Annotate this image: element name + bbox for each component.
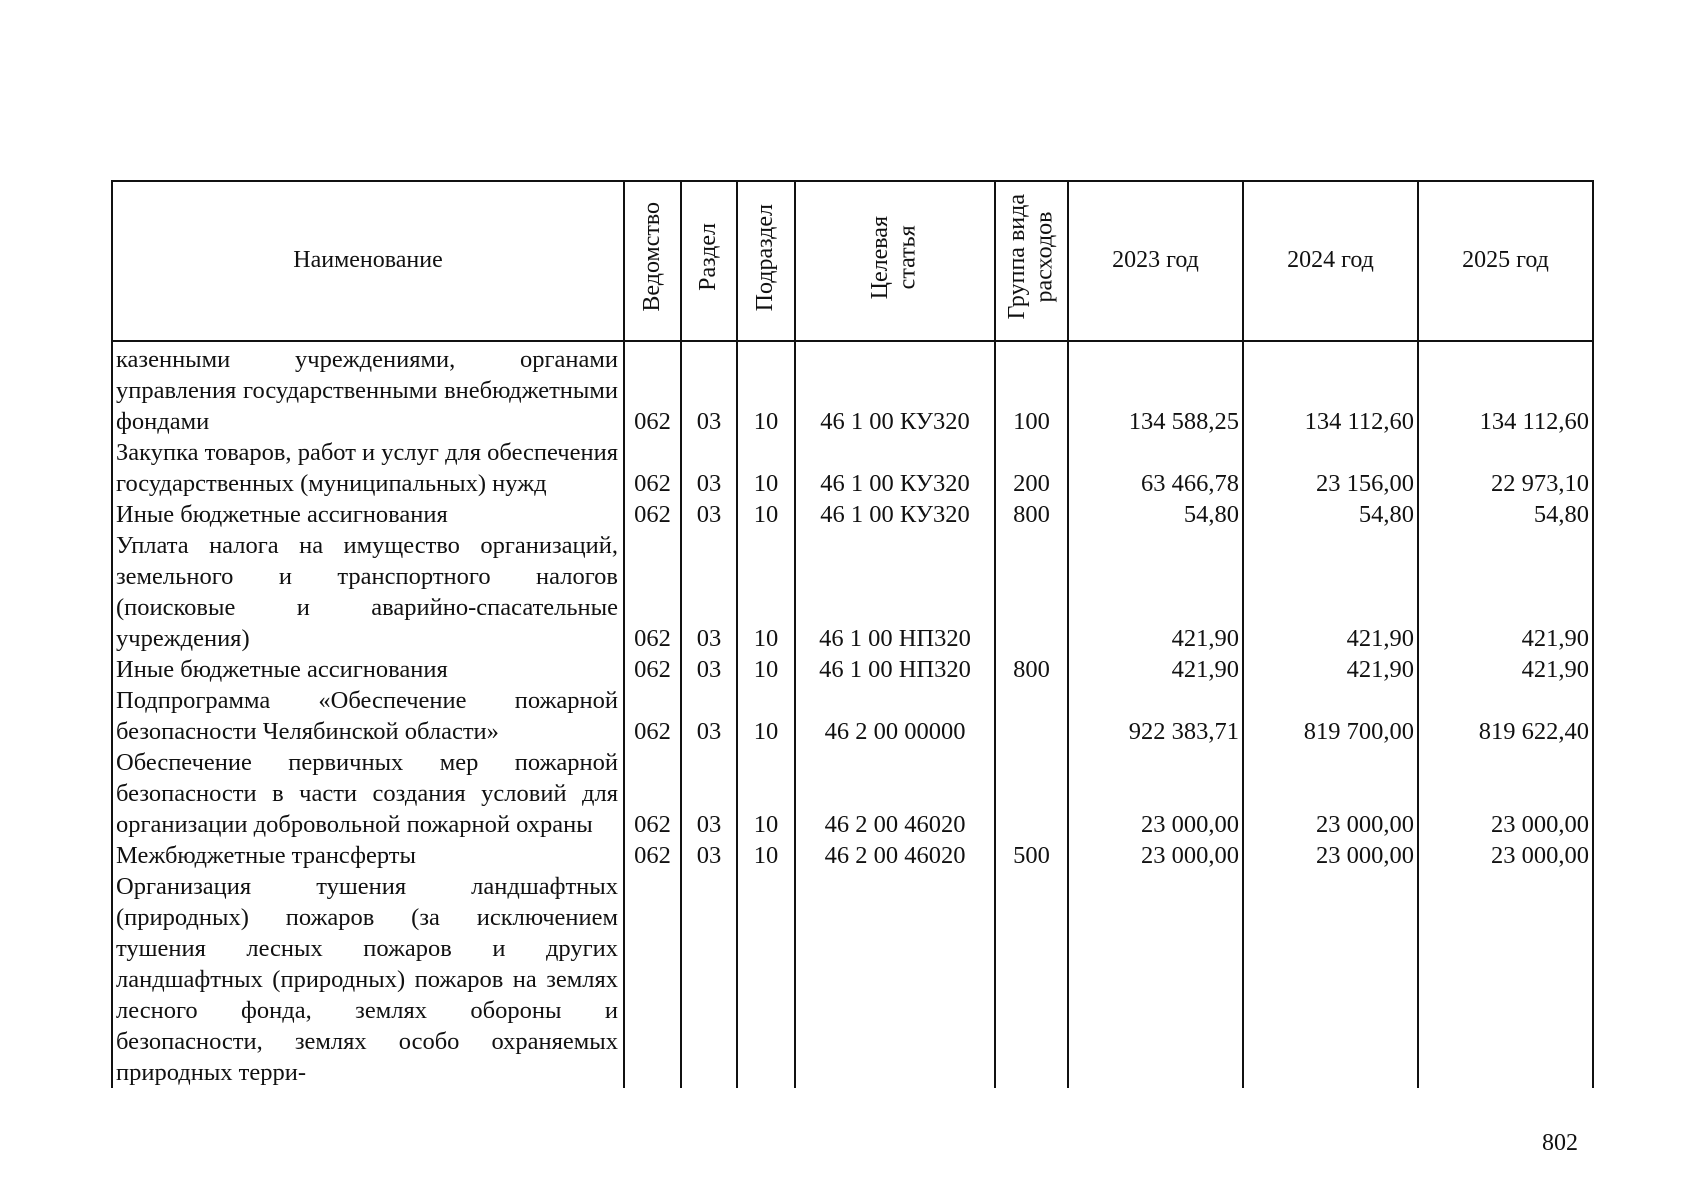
row-celevaya-statya: 46 2 00 46020 — [795, 747, 995, 840]
row-podrazdel — [737, 871, 795, 1088]
row-2025: 421,90 — [1418, 654, 1593, 685]
table-row — [112, 747, 1593, 840]
row-vedomstvo: 062 — [624, 654, 681, 685]
row-name: Обеспечение первичных мер пожарной безопасности в части создания условий для организации добровольной пожарной охраны — [112, 747, 624, 840]
row-2024 — [1243, 871, 1418, 1088]
row-name: Уплата налога на имущество организаций, земельного и транспортного налогов (поисковые и аварийно-спасательные учреждения) — [112, 530, 624, 654]
row-2023: 922 383,71 — [1068, 685, 1243, 747]
row-2023: 23 000,00 — [1068, 840, 1243, 871]
header-2025: 2025 год — [1418, 181, 1593, 341]
budget-table — [111, 180, 1594, 1088]
table-row — [112, 341, 1593, 437]
row-2025: 22 973,10 — [1418, 437, 1593, 499]
header-vedomstvo: Ведомство — [624, 181, 681, 341]
row-gruppa: 500 — [995, 840, 1068, 871]
row-celevaya-statya: 46 1 00 НП320 — [795, 530, 995, 654]
table-row — [112, 530, 1593, 654]
row-2024: 23 000,00 — [1243, 747, 1418, 840]
row-2024: 54,80 — [1243, 499, 1418, 530]
row-vedomstvo: 062 — [624, 530, 681, 654]
row-razdel: 03 — [681, 747, 737, 840]
row-celevaya-statya: 46 1 00 КУ320 — [795, 341, 995, 437]
row-celevaya-statya: 46 1 00 КУ320 — [795, 499, 995, 530]
table-row — [112, 685, 1593, 747]
row-razdel: 03 — [681, 840, 737, 871]
row-2023: 23 000,00 — [1068, 747, 1243, 840]
row-2025: 23 000,00 — [1418, 747, 1593, 840]
row-2023: 421,90 — [1068, 530, 1243, 654]
header-2023: 2023 год — [1068, 181, 1243, 341]
row-celevaya-statya: 46 2 00 46020 — [795, 840, 995, 871]
row-podrazdel: 10 — [737, 341, 795, 437]
row-podrazdel: 10 — [737, 437, 795, 499]
row-celevaya-statya: 46 2 00 00000 — [795, 685, 995, 747]
row-podrazdel: 10 — [737, 654, 795, 685]
header-gruppa-vida-rashodov: Группа вида расходов — [995, 181, 1068, 341]
row-celevaya-statya: 46 1 00 НП320 — [795, 654, 995, 685]
row-razdel: 03 — [681, 499, 737, 530]
table-row — [112, 840, 1593, 871]
row-2024: 134 112,60 — [1243, 341, 1418, 437]
table-header-row — [112, 181, 1593, 341]
row-gruppa — [995, 871, 1068, 1088]
row-razdel: 03 — [681, 341, 737, 437]
header-podrazdel: Подраздел — [737, 181, 795, 341]
row-gruppa: 100 — [995, 341, 1068, 437]
row-vedomstvo: 062 — [624, 840, 681, 871]
row-gruppa: 800 — [995, 654, 1068, 685]
row-vedomstvo: 062 — [624, 685, 681, 747]
row-name: Организация тушения ландшафтных (природных) пожаров (за исключением тушения лесных пожаров и других ландшафтных (природных) пожаров на землях лесного фонда, землях обороны и безопасности, землях особо охраняемых природных терри- — [112, 871, 624, 1088]
row-2025: 134 112,60 — [1418, 341, 1593, 437]
row-name: казенными учреждениями, органами управления государственными внебюджетными фондами — [112, 341, 624, 437]
row-2024: 421,90 — [1243, 654, 1418, 685]
row-podrazdel: 10 — [737, 685, 795, 747]
row-2025: 54,80 — [1418, 499, 1593, 530]
row-name: Иные бюджетные ассигнования — [112, 654, 624, 685]
row-celevaya-statya — [795, 871, 995, 1088]
row-razdel — [681, 871, 737, 1088]
row-2025 — [1418, 871, 1593, 1088]
row-2023: 421,90 — [1068, 654, 1243, 685]
row-celevaya-statya: 46 1 00 КУ320 — [795, 437, 995, 499]
row-razdel: 03 — [681, 530, 737, 654]
row-name: Иные бюджетные ассигнования — [112, 499, 624, 530]
table-row — [112, 437, 1593, 499]
table-row — [112, 871, 1593, 1088]
row-2024: 23 156,00 — [1243, 437, 1418, 499]
row-name: Межбюджетные трансферты — [112, 840, 624, 871]
row-2024: 23 000,00 — [1243, 840, 1418, 871]
row-podrazdel: 10 — [737, 499, 795, 530]
row-vedomstvo: 062 — [624, 437, 681, 499]
row-name: Подпрограмма «Обеспечение пожарной безопасности Челябинской области» — [112, 685, 624, 747]
row-vedomstvo: 062 — [624, 747, 681, 840]
page-number: 802 — [1542, 1130, 1578, 1156]
header-2024: 2024 год — [1243, 181, 1418, 341]
row-vedomstvo: 062 — [624, 341, 681, 437]
table-row — [112, 654, 1593, 685]
row-2023: 54,80 — [1068, 499, 1243, 530]
row-2023: 63 466,78 — [1068, 437, 1243, 499]
row-2024: 819 700,00 — [1243, 685, 1418, 747]
row-razdel: 03 — [681, 654, 737, 685]
row-gruppa — [995, 685, 1068, 747]
row-2025: 23 000,00 — [1418, 840, 1593, 871]
row-2025: 421,90 — [1418, 530, 1593, 654]
row-podrazdel: 10 — [737, 840, 795, 871]
row-gruppa — [995, 530, 1068, 654]
header-celevaya-statya: Целевая статья — [795, 181, 995, 341]
header-name: Наименование — [112, 181, 624, 341]
row-2024: 421,90 — [1243, 530, 1418, 654]
row-podrazdel: 10 — [737, 747, 795, 840]
row-gruppa: 800 — [995, 499, 1068, 530]
row-podrazdel: 10 — [737, 530, 795, 654]
row-2025: 819 622,40 — [1418, 685, 1593, 747]
header-razdel: Раздел — [681, 181, 737, 341]
row-razdel: 03 — [681, 685, 737, 747]
row-2023: 134 588,25 — [1068, 341, 1243, 437]
row-gruppa — [995, 747, 1068, 840]
row-name: Закупка товаров, работ и услуг для обеспечения государственных (муниципальных) нужд — [112, 437, 624, 499]
table-row — [112, 499, 1593, 530]
row-vedomstvo — [624, 871, 681, 1088]
row-gruppa: 200 — [995, 437, 1068, 499]
row-vedomstvo: 062 — [624, 499, 681, 530]
row-2023 — [1068, 871, 1243, 1088]
row-razdel: 03 — [681, 437, 737, 499]
